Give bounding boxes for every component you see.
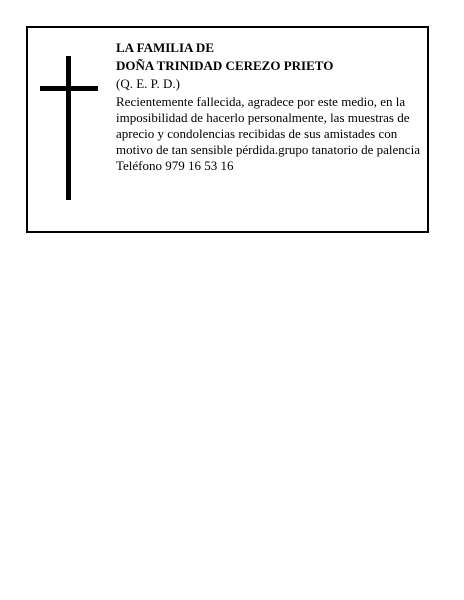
- family-heading: LA FAMILIA DE: [116, 40, 214, 55]
- cross-horizontal-bar: [40, 86, 98, 91]
- rip-abbreviation: (Q. E. P. D.): [116, 76, 180, 91]
- deceased-name: DOÑA TRINIDAD CEREZO PRIETO: [116, 58, 334, 73]
- acknowledgement-text: Recientemente fallecida, agradece por este medio, en la imposibilidad de hacerlo personalmente, las muestras de aprecio y condolencias recibidas de sus amistades con motivo de tan sensible pérdida.grupo tanatorio de palencia Teléfono 979 16 53 16: [116, 94, 420, 173]
- notice-text-block: [116, 40, 424, 174]
- obituary-notice: [26, 26, 429, 233]
- cross-vertical-bar: [66, 56, 71, 200]
- cross-icon: [40, 56, 96, 200]
